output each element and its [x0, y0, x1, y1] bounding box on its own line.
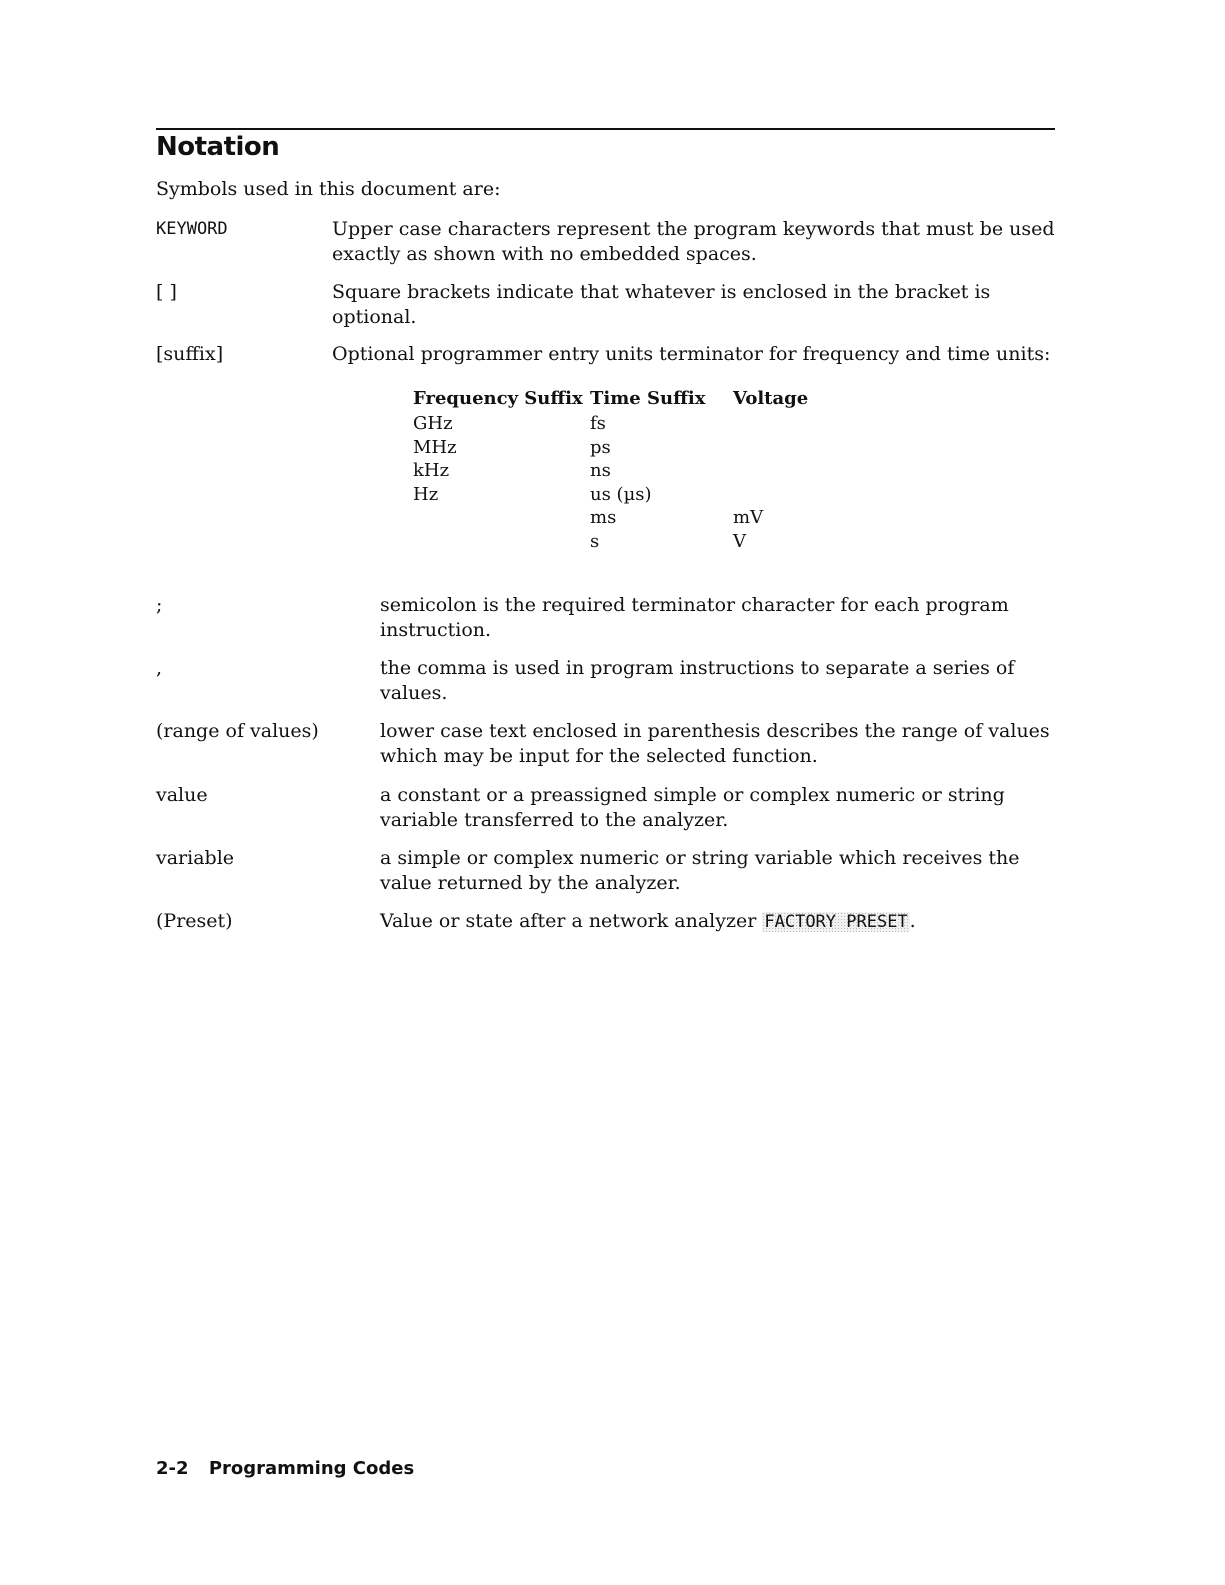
entry-description: Optional programmer entry units terminator for frequency and time units:	[332, 343, 1051, 365]
table-cell: us (µs)	[590, 483, 652, 505]
entry-term: ;	[156, 594, 163, 616]
table-cell: ns	[590, 460, 611, 482]
intro-text: Symbols used in this document are:	[156, 178, 501, 200]
entry-term: (Preset)	[156, 910, 233, 932]
entry-description	[380, 909, 1056, 935]
column-header: Time Suffix	[590, 388, 706, 409]
entry-term: (range of values)	[156, 720, 319, 742]
column-header: Frequency Suffix	[413, 388, 583, 409]
table-cell: ps	[590, 436, 611, 458]
description-text: .	[909, 910, 916, 932]
entry-term: variable	[156, 847, 235, 869]
top-rule	[156, 128, 1055, 130]
table-cell: s	[590, 530, 600, 552]
entry-description: lower case text enclosed in parenthesis describes the range of values which may be input for the selected function.	[380, 720, 1050, 767]
description-text: Value or state after a network analyzer	[380, 910, 757, 932]
table-cell: MHz	[413, 436, 457, 458]
table-cell	[733, 413, 903, 437]
table-cell: V	[733, 530, 746, 552]
table-cell	[733, 437, 903, 461]
entry-term: [ ]	[156, 281, 177, 303]
voltage-column	[733, 388, 903, 555]
frequency-column	[413, 388, 583, 507]
entry-description: semicolon is the required terminator character for each program instruction.	[380, 594, 1009, 641]
entry-description: the comma is used in program instructions to separate a series of values.	[380, 657, 1015, 704]
table-cell: mV	[733, 507, 764, 529]
entry-description: Square brackets indicate that whatever is enclosed in the bracket is optional.	[332, 281, 991, 328]
entry-term: value	[156, 784, 208, 806]
table-cell	[733, 460, 903, 484]
page-number: 2-2	[156, 1458, 189, 1479]
table-cell: kHz	[413, 460, 450, 482]
table-cell: ms	[590, 507, 617, 529]
entry-description: a simple or complex numeric or string variable which receives the value returned by the analyzer.	[380, 847, 1020, 894]
column-header: Voltage	[733, 388, 809, 409]
entry-description: a constant or a preassigned simple or complex numeric or string variable transferred to the analyzer.	[380, 784, 1005, 831]
entry-term: KEYWORD	[156, 219, 228, 239]
factory-preset-softkey: FACTORY PRESET	[764, 912, 908, 932]
table-cell: GHz	[413, 413, 453, 434]
table-cell: Hz	[413, 483, 439, 505]
section-name: Programming Codes	[208, 1458, 415, 1479]
page-footer	[156, 1458, 414, 1479]
entry-description: Upper case characters represent the program keywords that must be used exactly as shown with no embedded spaces.	[332, 218, 1055, 265]
section-heading: Notation	[156, 132, 280, 162]
entry-term: [suffix]	[156, 343, 224, 365]
table-cell: fs	[590, 413, 606, 434]
entry-term: ,	[156, 657, 163, 679]
table-cell	[733, 484, 903, 508]
